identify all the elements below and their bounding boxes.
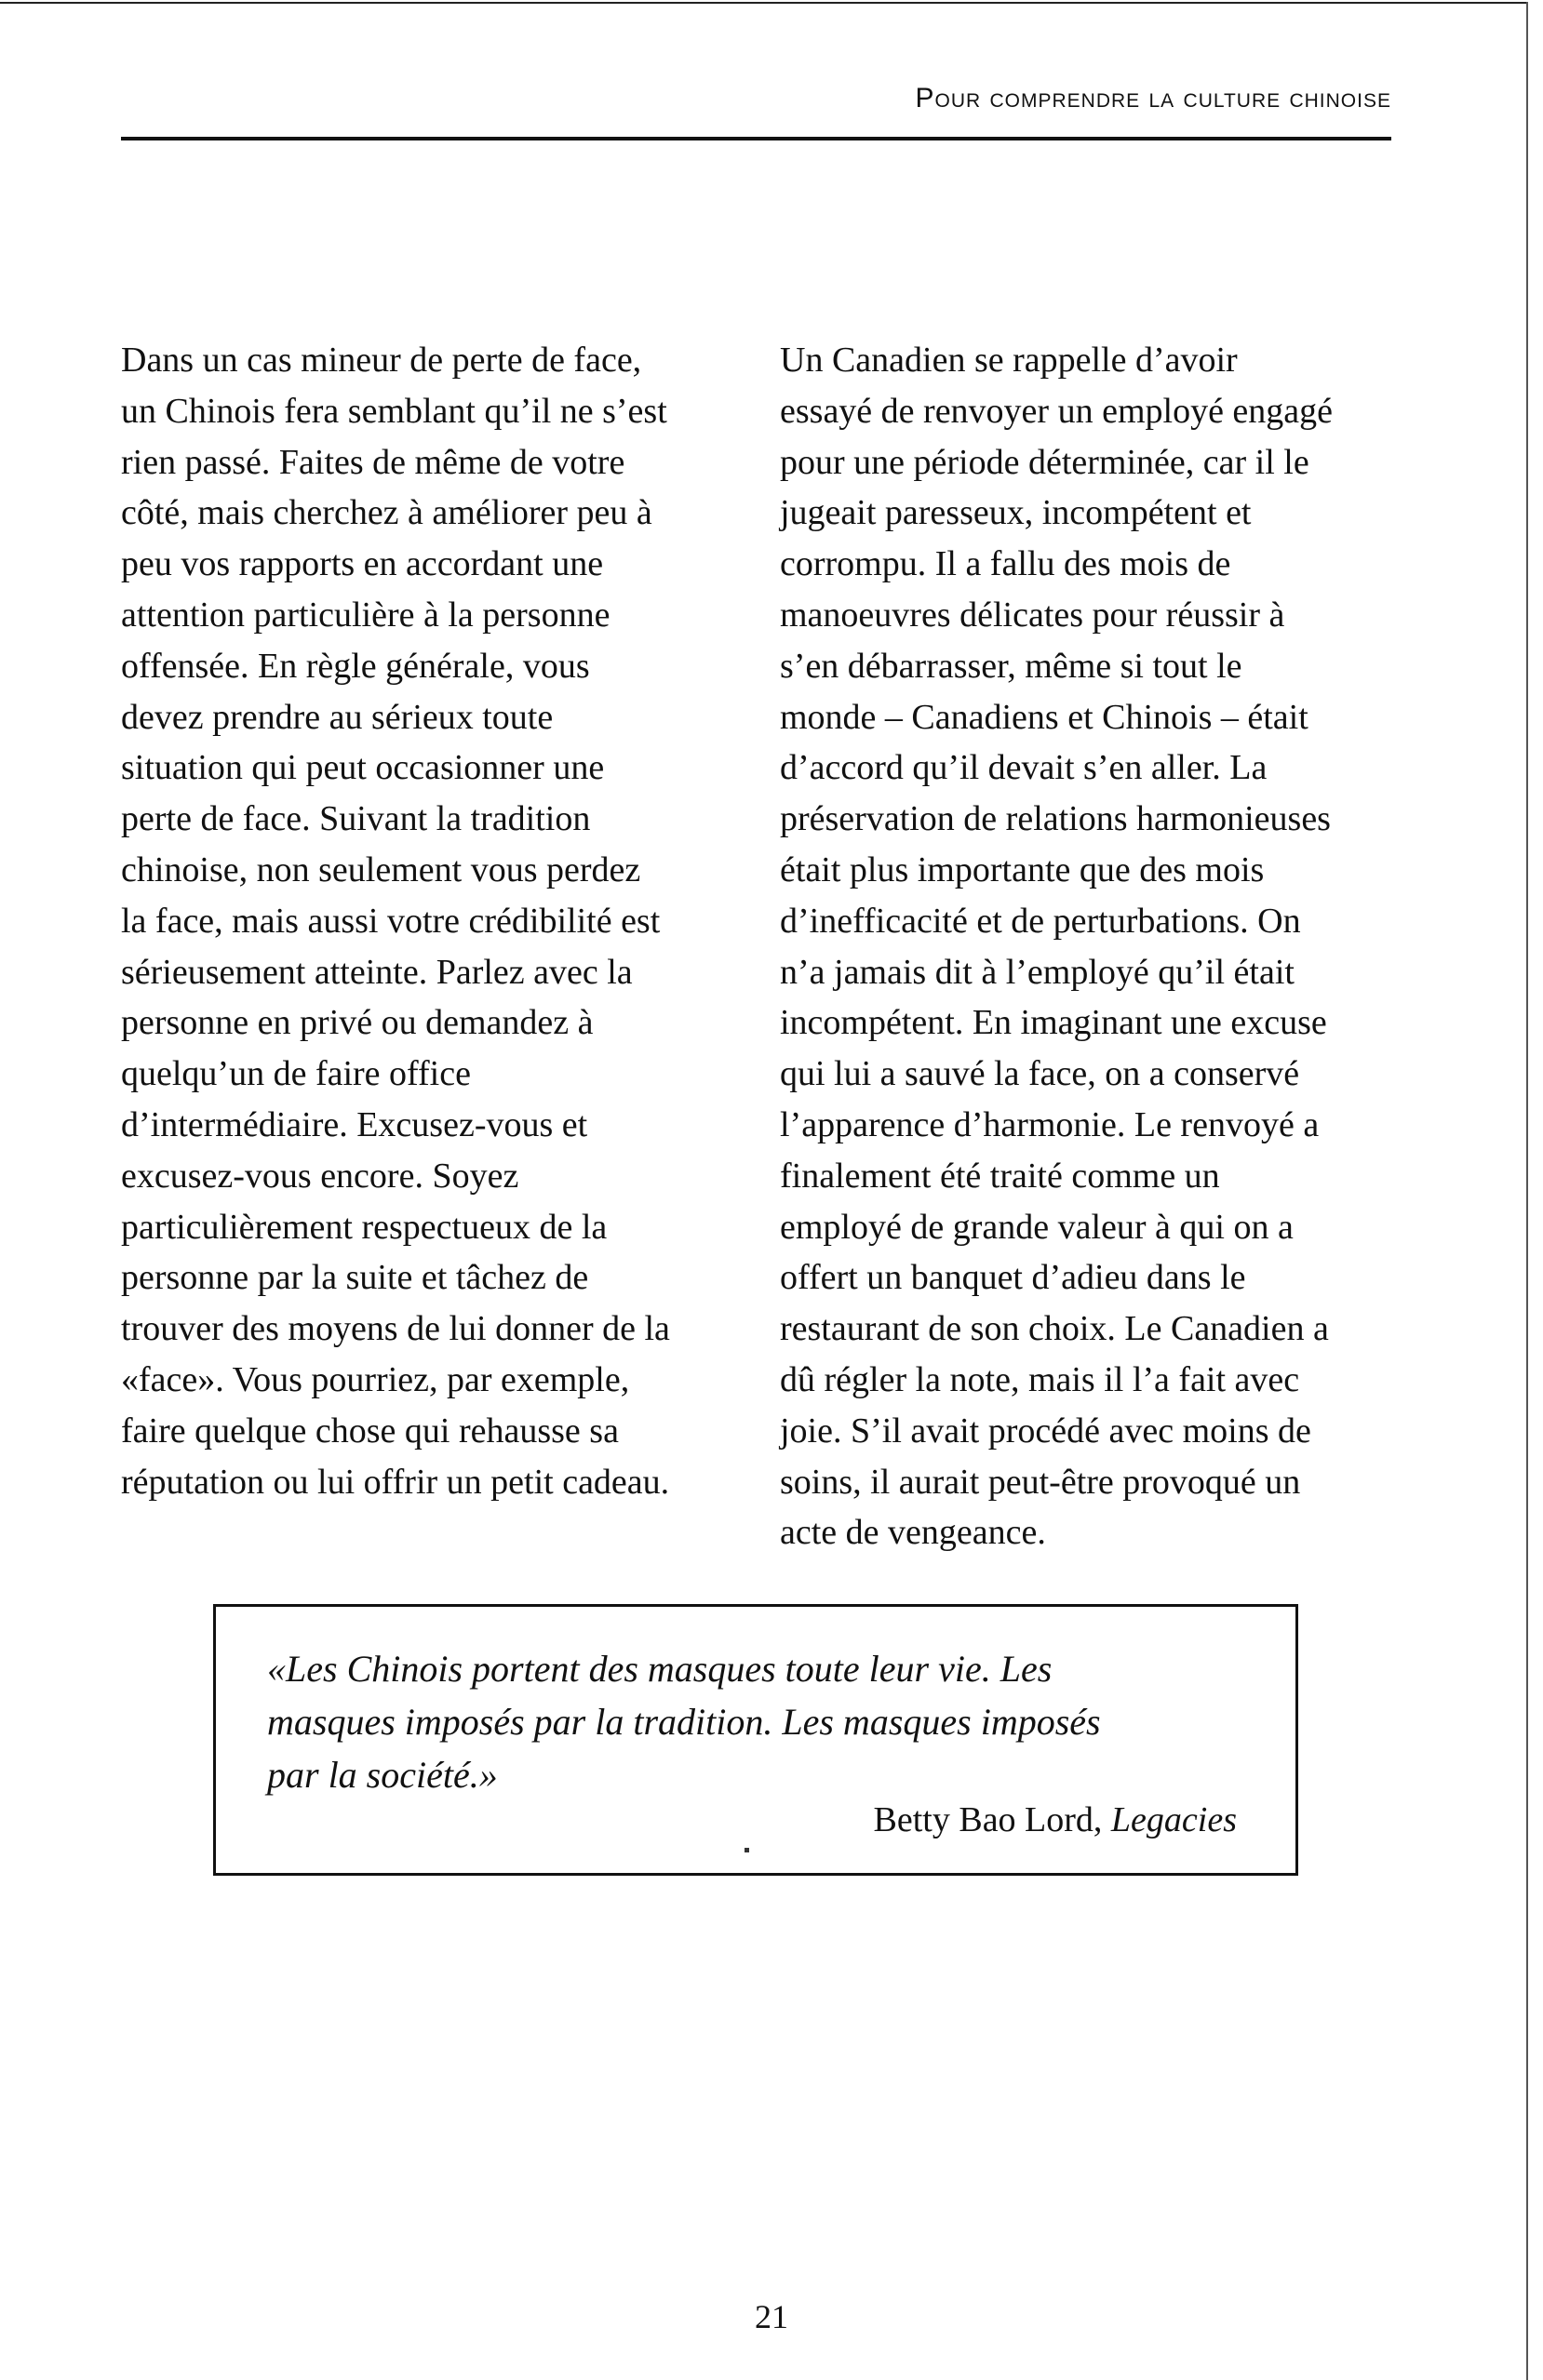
text-line: faire quelque chose qui rehausse sa bbox=[121, 1411, 619, 1451]
text-line: particulièrement respectueux de la bbox=[121, 1207, 608, 1247]
text-line: incompétent. En imaginant une excuse bbox=[780, 1003, 1327, 1043]
quote-author: Betty Bao Lord, bbox=[873, 1800, 1103, 1839]
text-line: d’intermédiaire. Excusez-vous et bbox=[121, 1104, 588, 1144]
text-line: joie. S’il avait procédé avec moins de bbox=[780, 1411, 1311, 1451]
text-line: rien passé. Faites de même de votre bbox=[121, 442, 625, 482]
right-column bbox=[780, 335, 1394, 1558]
quote-line: masques imposés par la tradition. Les masques imposés bbox=[267, 1701, 1101, 1743]
text-line: situation qui peut occasionner une bbox=[121, 748, 605, 788]
text-line: dû régler la note, mais il l’a fait avec bbox=[780, 1359, 1300, 1399]
text-line: corrompu. Il a fallu des mois de bbox=[780, 544, 1231, 584]
quote-line: «Les Chinois portent des masques toute leur vie. Les bbox=[267, 1648, 1053, 1690]
quote-box bbox=[213, 1604, 1298, 1876]
text-line: employé de grande valeur à qui on a bbox=[780, 1207, 1294, 1247]
text-line: manoeuvres délicates pour réussir à bbox=[780, 595, 1285, 635]
text-line: préservation de relations harmonieuses bbox=[780, 799, 1331, 839]
page-right-edge bbox=[1526, 2, 1528, 2380]
running-header: Pour comprendre la culture chinoise bbox=[915, 83, 1391, 114]
text-line: s’en débarrasser, même si tout le bbox=[780, 646, 1242, 686]
text-line: était plus importante que des mois bbox=[780, 849, 1265, 889]
text-line: réputation ou lui offrir un petit cadeau. bbox=[121, 1462, 670, 1502]
text-line: perte de face. Suivant la tradition bbox=[121, 799, 591, 839]
text-line: quelqu’un de faire office bbox=[121, 1054, 471, 1094]
text-line: la face, mais aussi votre crédibilité est bbox=[121, 901, 661, 941]
text-line: d’accord qu’il devait s’en aller. La bbox=[780, 748, 1268, 788]
text-line: offensée. En règle générale, vous bbox=[121, 646, 590, 686]
quote-attribution bbox=[874, 1798, 1237, 1841]
text-line: chinoise, non seulement vous perdez bbox=[121, 849, 641, 889]
text-line: d’inefficacité et de perturbations. On bbox=[780, 901, 1301, 941]
text-line: peu vos rapports en accordant une bbox=[121, 544, 604, 584]
text-line: devez prendre au sérieux toute bbox=[121, 697, 554, 737]
text-line: qui lui a sauvé la face, on a conservé bbox=[780, 1054, 1300, 1094]
text-line: côté, mais cherchez à améliorer peu à bbox=[121, 493, 652, 533]
text-line: «face». Vous pourriez, par exemple, bbox=[121, 1359, 630, 1399]
text-line: finalement été traité comme un bbox=[780, 1156, 1220, 1196]
text-line: excusez-vous encore. Soyez bbox=[121, 1156, 519, 1196]
text-line: soins, il aurait peut-être provoqué un bbox=[780, 1462, 1301, 1502]
text-line: jugeait paresseux, incompétent et bbox=[780, 493, 1252, 533]
quote-line: par la société.» bbox=[267, 1754, 498, 1796]
text-line: acte de vengeance. bbox=[780, 1513, 1046, 1553]
page-top-edge bbox=[0, 2, 1526, 4]
text-line: pour une période déterminée, car il le bbox=[780, 442, 1309, 482]
text-line: personne par la suite et tâchez de bbox=[121, 1258, 589, 1298]
left-column bbox=[121, 335, 735, 1507]
text-line: Un Canadien se rappelle d’avoir bbox=[780, 341, 1238, 380]
text-line: restaurant de son choix. Le Canadien a bbox=[780, 1309, 1329, 1349]
quote-work-title: Legacies bbox=[1110, 1800, 1237, 1839]
scan-speck bbox=[745, 1848, 749, 1852]
text-line: personne en privé ou demandez à bbox=[121, 1003, 594, 1043]
text-line: un Chinois fera semblant qu’il ne s’est bbox=[121, 391, 667, 431]
quote-text bbox=[267, 1642, 1101, 1801]
text-line: sérieusement atteinte. Parlez avec la bbox=[121, 952, 633, 992]
text-line: essayé de renvoyer un employé engagé bbox=[780, 391, 1334, 431]
text-line: trouver des moyens de lui donner de la bbox=[121, 1309, 670, 1349]
text-line: attention particulière à la personne bbox=[121, 595, 610, 635]
text-line: l’apparence d’harmonie. Le renvoyé a bbox=[780, 1104, 1320, 1144]
text-line: offert un banquet d’adieu dans le bbox=[780, 1258, 1246, 1298]
text-line: n’a jamais dit à l’employé qu’il était bbox=[780, 952, 1295, 992]
header-rule bbox=[121, 137, 1391, 140]
page-number: 21 bbox=[755, 2298, 788, 2335]
text-line: Dans un cas mineur de perte de face, bbox=[121, 341, 642, 380]
text-line: monde – Canadiens et Chinois – était bbox=[780, 697, 1308, 737]
